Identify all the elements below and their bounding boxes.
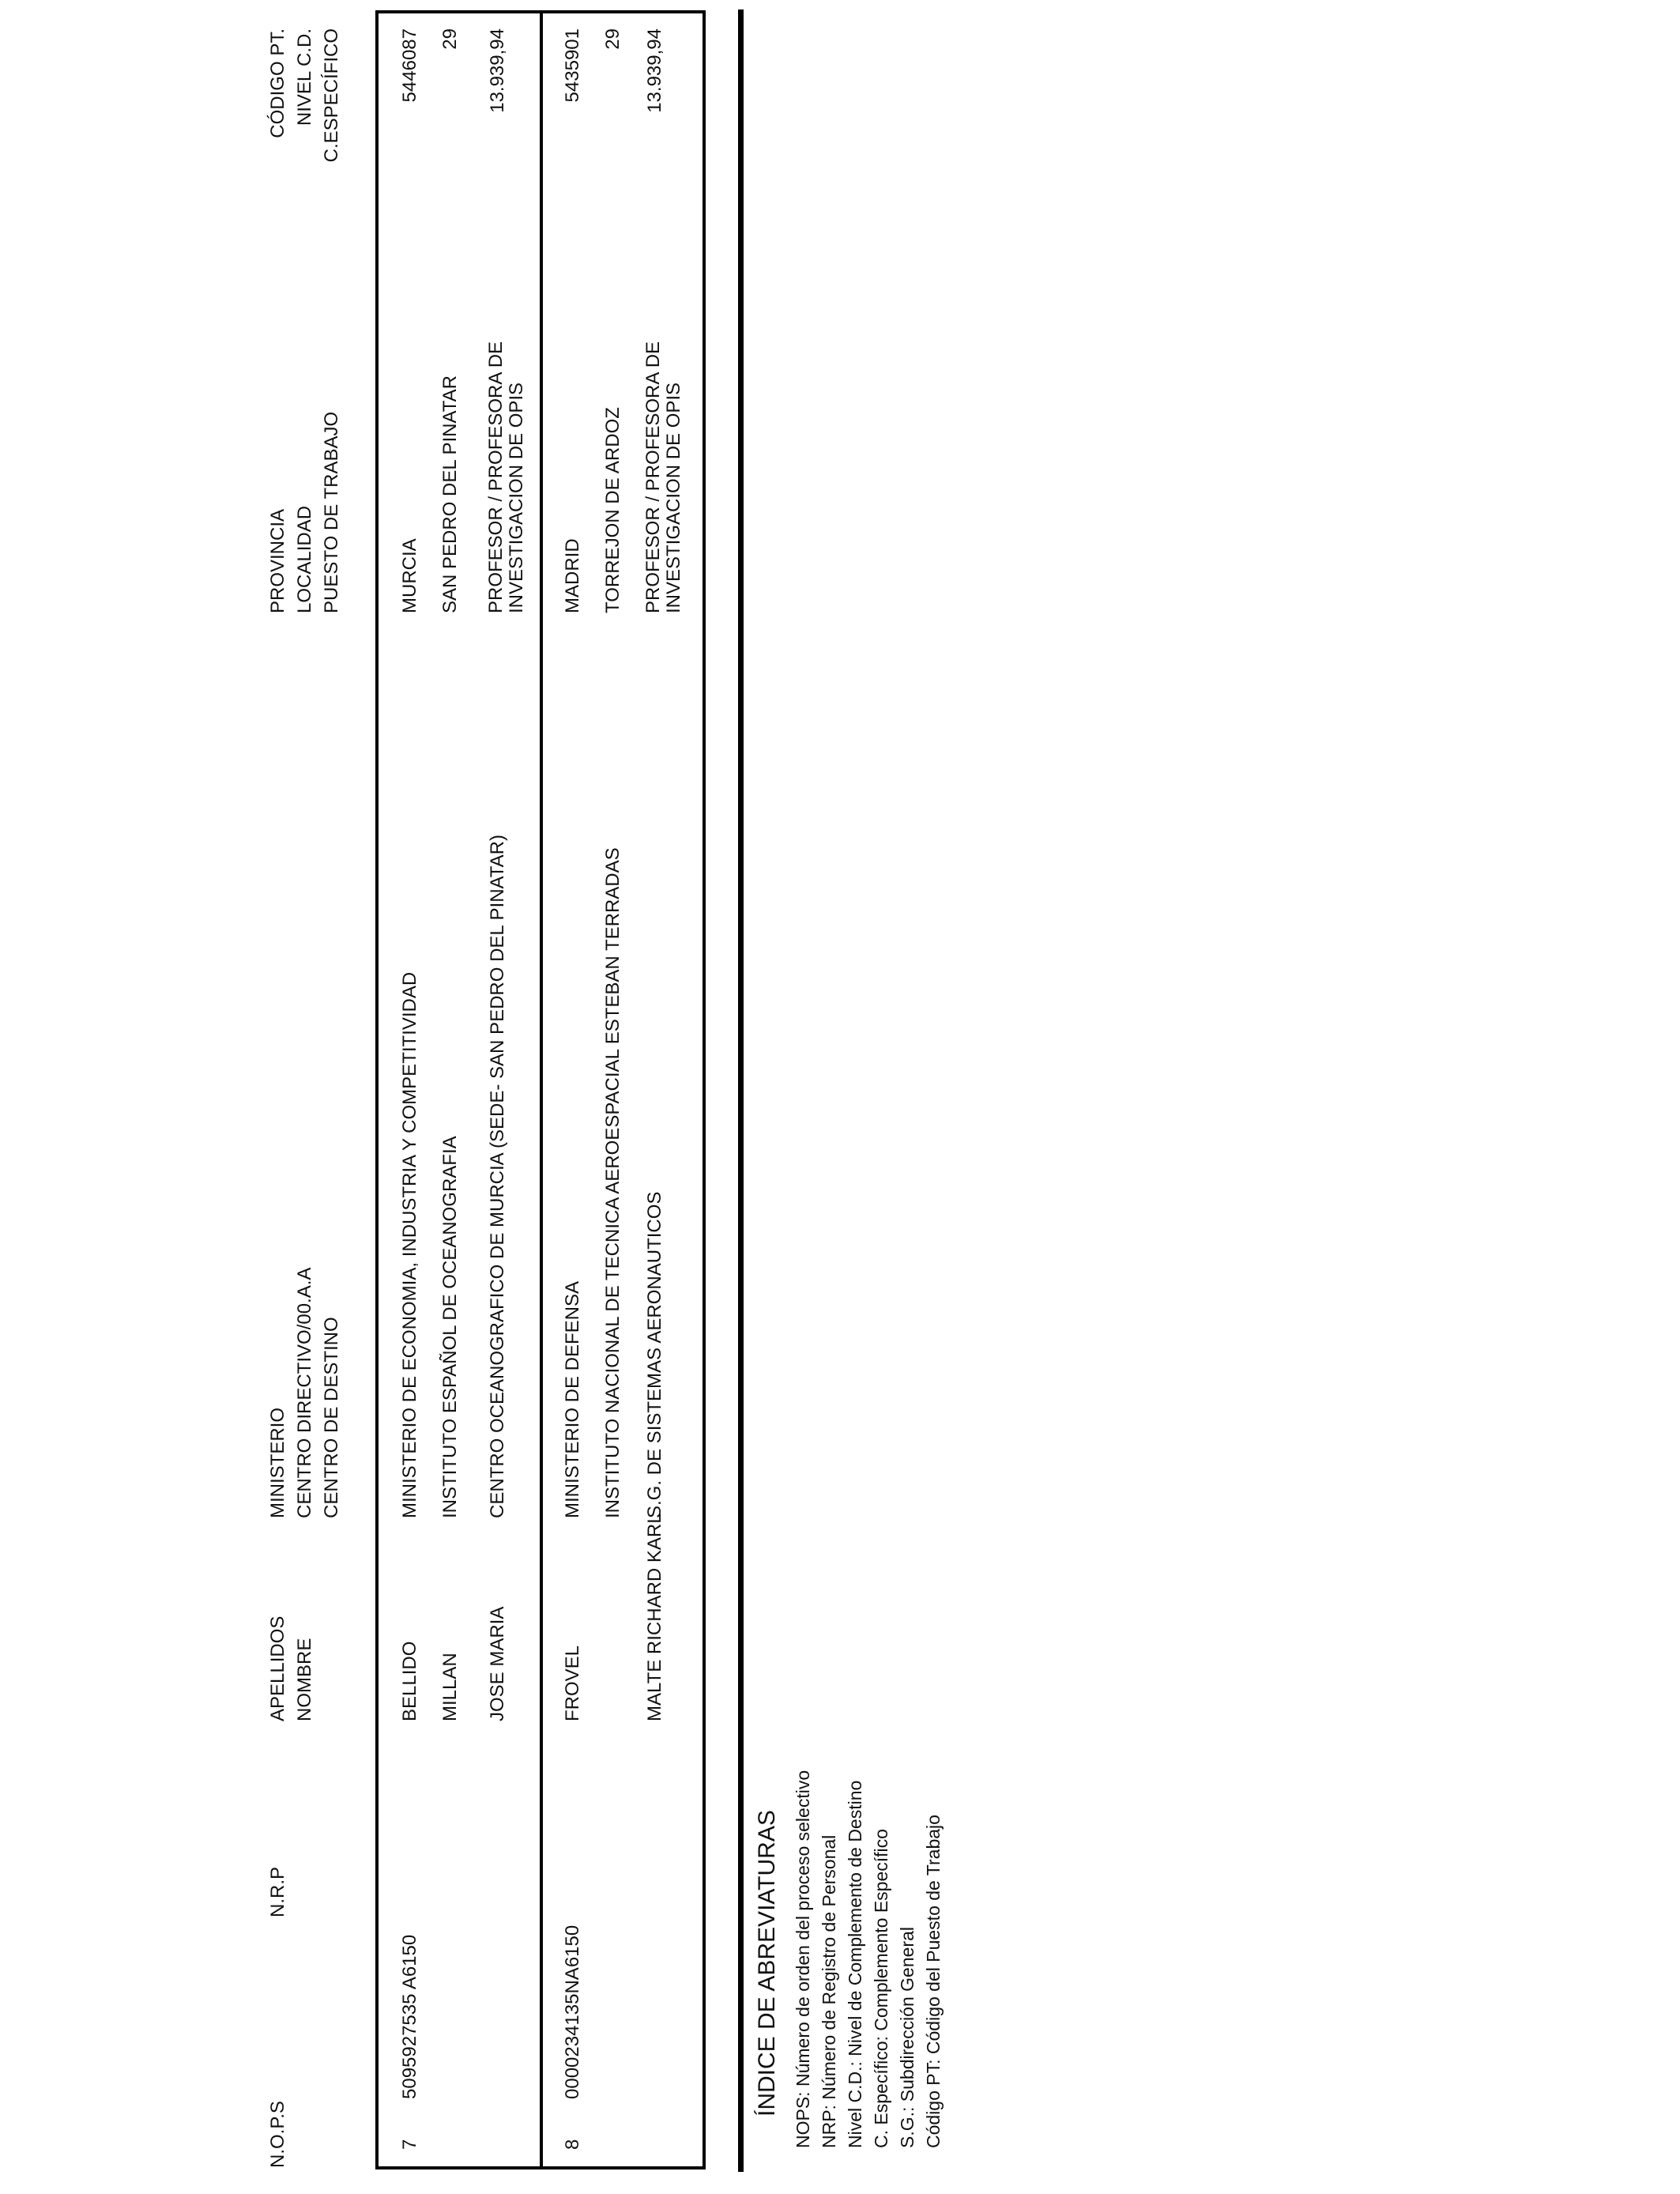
nivel-cd-cell: 29	[602, 28, 623, 50]
provincia-cell: MURCIA	[399, 538, 420, 613]
nivel-cd-cell: 29	[439, 28, 461, 50]
header-nrp: N.R.P	[267, 1866, 288, 1917]
nops-cell: 7	[399, 2139, 420, 2150]
codigo-pt-cell: 5446087	[399, 28, 420, 103]
localidad-cell: TORREJON DE ARDOZ	[602, 407, 623, 613]
header-line: NOMBRE	[294, 1638, 315, 1721]
c-especifico-cell: 13.939,94	[487, 28, 508, 113]
puesto-line: PROFESOR / PROFESORA DE	[642, 341, 664, 613]
puesto-cell	[483, 341, 530, 613]
nrp-cell: 5095927535 A6150	[399, 1934, 420, 2099]
header-line: PROVINCIA	[267, 508, 288, 613]
header-line: CÓDIGO PT.	[267, 28, 288, 138]
nombre-cell: JOSE MARIA	[487, 1606, 508, 1721]
list-item: NOPS: Número de orden del proceso selectivo	[793, 1770, 813, 2148]
row-divider	[540, 10, 546, 2169]
centro-destino-cell: CENTRO OCEANOGRAFICO DE MURCIA (SEDE- SAN PEDRO DEL PINATAR)	[487, 835, 508, 1518]
nops-cell: 8	[562, 2139, 583, 2150]
centro-directivo-cell: INSTITUTO NACIONAL DE TECNICA AEROESPACIAL ESTEBAN TERRADAS	[602, 847, 623, 1518]
header-line: CENTRO DIRECTIVO/00.A.A	[294, 1267, 315, 1518]
header-line: NIVEL C.D.	[294, 28, 315, 126]
list-item: Nivel C.D.: Nivel de Complemento de Destino	[845, 1780, 865, 2148]
header-apellidos	[265, 1616, 318, 1721]
header-line: MINISTERIO	[267, 1407, 288, 1518]
centro-destino-cell: S.G. DE SISTEMAS AERONAUTICOS	[644, 1191, 665, 1518]
ministerio-cell: MINISTERIO DE DEFENSA	[562, 1280, 583, 1518]
header-line: CENTRO DE DESTINO	[321, 1317, 342, 1518]
apellido1-cell: FROVEL	[562, 1645, 583, 1721]
header-provincia	[265, 412, 345, 613]
abbreviations-title: ÍNDICE DE ABREVIATURAS	[754, 1810, 780, 2117]
puesto-line: INVESTIGACION DE OPIS	[506, 382, 527, 613]
apellido2-cell: MILLAN	[439, 1653, 461, 1721]
codigo-pt-cell: 5435901	[562, 28, 583, 103]
header-line: PUESTO DE TRABAJO	[321, 411, 342, 613]
header-ministerio	[265, 1268, 345, 1518]
list-item: Código PT: Código del Puesto de Trabajo	[923, 1815, 944, 2148]
puesto-line: INVESTIGACION DE OPIS	[663, 382, 684, 613]
section-rule	[738, 9, 744, 2172]
c-especifico-cell: 13.939,94	[644, 28, 665, 113]
centro-directivo-cell: INSTITUTO ESPAÑOL DE OCEANOGRAFIA	[439, 1136, 461, 1518]
list-item: C. Específico: Complemento Específico	[871, 1829, 891, 2148]
header-line: C.ESPECÍFICO	[321, 28, 342, 163]
apellido1-cell: BELLIDO	[399, 1641, 420, 1721]
list-item: S.G.: Subdirección General	[897, 1927, 917, 2148]
abbreviations-list	[790, 1770, 947, 2148]
nombre-cell: MALTE RICHARD KARL	[644, 1513, 665, 1721]
nrp-cell: 0000234135NA6150	[562, 1924, 583, 2099]
header-nops: N.O.P.S	[267, 2101, 288, 2168]
header-line: LOCALIDAD	[294, 505, 315, 613]
header-line: APELLIDOS	[267, 1615, 288, 1721]
puesto-line: PROFESOR / PROFESORA DE	[485, 341, 507, 613]
provincia-cell: MADRID	[562, 538, 583, 613]
header-codigo	[265, 28, 345, 218]
ministerio-cell: MINISTERIO DE ECONOMIA, INDUSTRIA Y COMPETITIVIDAD	[399, 971, 420, 1518]
localidad-cell: SAN PEDRO DEL PINATAR	[439, 375, 461, 613]
list-item: NRP: Número de Registro de Personal	[819, 1834, 839, 2148]
puesto-cell	[640, 341, 687, 613]
